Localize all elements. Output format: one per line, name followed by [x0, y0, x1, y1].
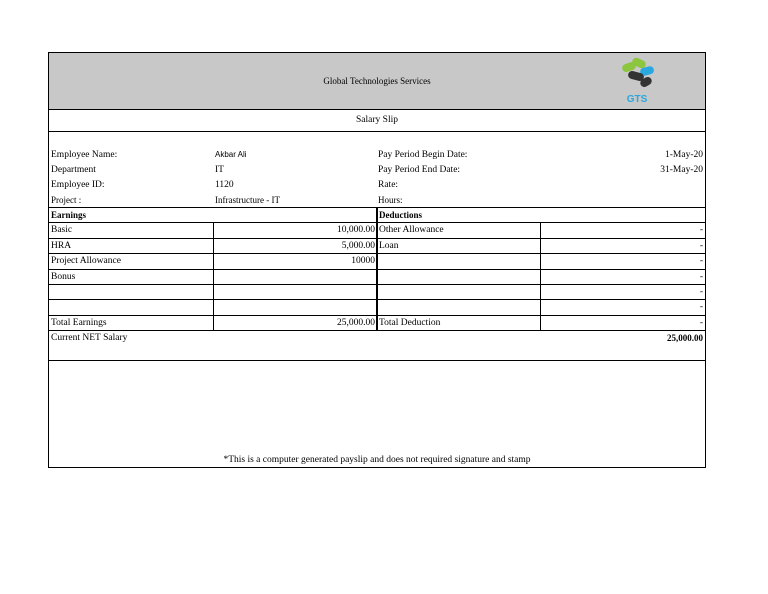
deduction-value: -	[699, 225, 703, 235]
table-col-line	[213, 222, 214, 330]
deduction-label: Loan	[379, 241, 399, 251]
project-label: Project :	[51, 195, 82, 205]
employee-id: 1120	[215, 180, 234, 190]
table-col-line	[540, 222, 541, 330]
company-name: Global Technologies Services	[323, 76, 431, 86]
earning-label: Basic	[51, 225, 73, 235]
deduction-value: -	[699, 287, 703, 297]
earning-value: 10,000.00	[337, 225, 375, 235]
department-label: Department	[51, 165, 96, 175]
table-line	[49, 360, 705, 361]
employee-name: Akbar Ali	[215, 150, 247, 159]
total-earnings: 25,000.00	[337, 318, 375, 328]
total-deduction-label: Total Deduction	[379, 318, 441, 328]
total-earnings-label: Total Earnings	[51, 318, 107, 328]
begin-date-label: Pay Period Begin Date:	[378, 150, 468, 160]
earning-label: Bonus	[51, 272, 76, 282]
net-salary: 25,000.00	[667, 333, 703, 343]
salary-slip	[48, 52, 706, 468]
deduction-value: -	[699, 272, 703, 282]
deduction-value: -	[699, 302, 703, 312]
rate-label: Rate:	[378, 180, 399, 190]
gts-logo	[612, 53, 662, 107]
employee-id-label: Employee ID:	[51, 180, 105, 190]
net-salary-label: Current NET Salary	[51, 333, 128, 343]
logo-mark-icon	[621, 56, 655, 88]
deductions-heading: Deductions	[379, 210, 423, 220]
footer-note: *This is a computer generated payslip and does not required signature and stamp	[223, 455, 531, 465]
table-divider	[376, 207, 378, 330]
end-date-label: Pay Period End Date:	[378, 165, 461, 175]
employee-name-label: Employee Name:	[51, 150, 118, 160]
earning-label: Project Allowance	[51, 256, 121, 266]
project: Infrastructure - IT	[215, 195, 280, 205]
header-band	[49, 53, 705, 110]
deduction-value: -	[699, 241, 703, 251]
deduction-label: Other Allowance	[379, 225, 444, 235]
earnings-heading: Earnings	[51, 210, 87, 220]
earning-value: 5,000.00	[341, 241, 375, 251]
hours-label: Hours:	[378, 195, 403, 205]
department: IT	[215, 165, 224, 175]
end-date: 31-May-20	[660, 165, 703, 175]
deduction-value: -	[699, 256, 703, 266]
earning-value: 10000	[351, 256, 375, 266]
table-line	[49, 330, 705, 331]
earning-label: HRA	[51, 241, 72, 251]
logo-text: GTS	[626, 94, 648, 105]
begin-date: 1-May-20	[665, 150, 703, 160]
slip-title: Salary Slip	[49, 110, 705, 132]
total-deduction: -	[699, 318, 703, 328]
